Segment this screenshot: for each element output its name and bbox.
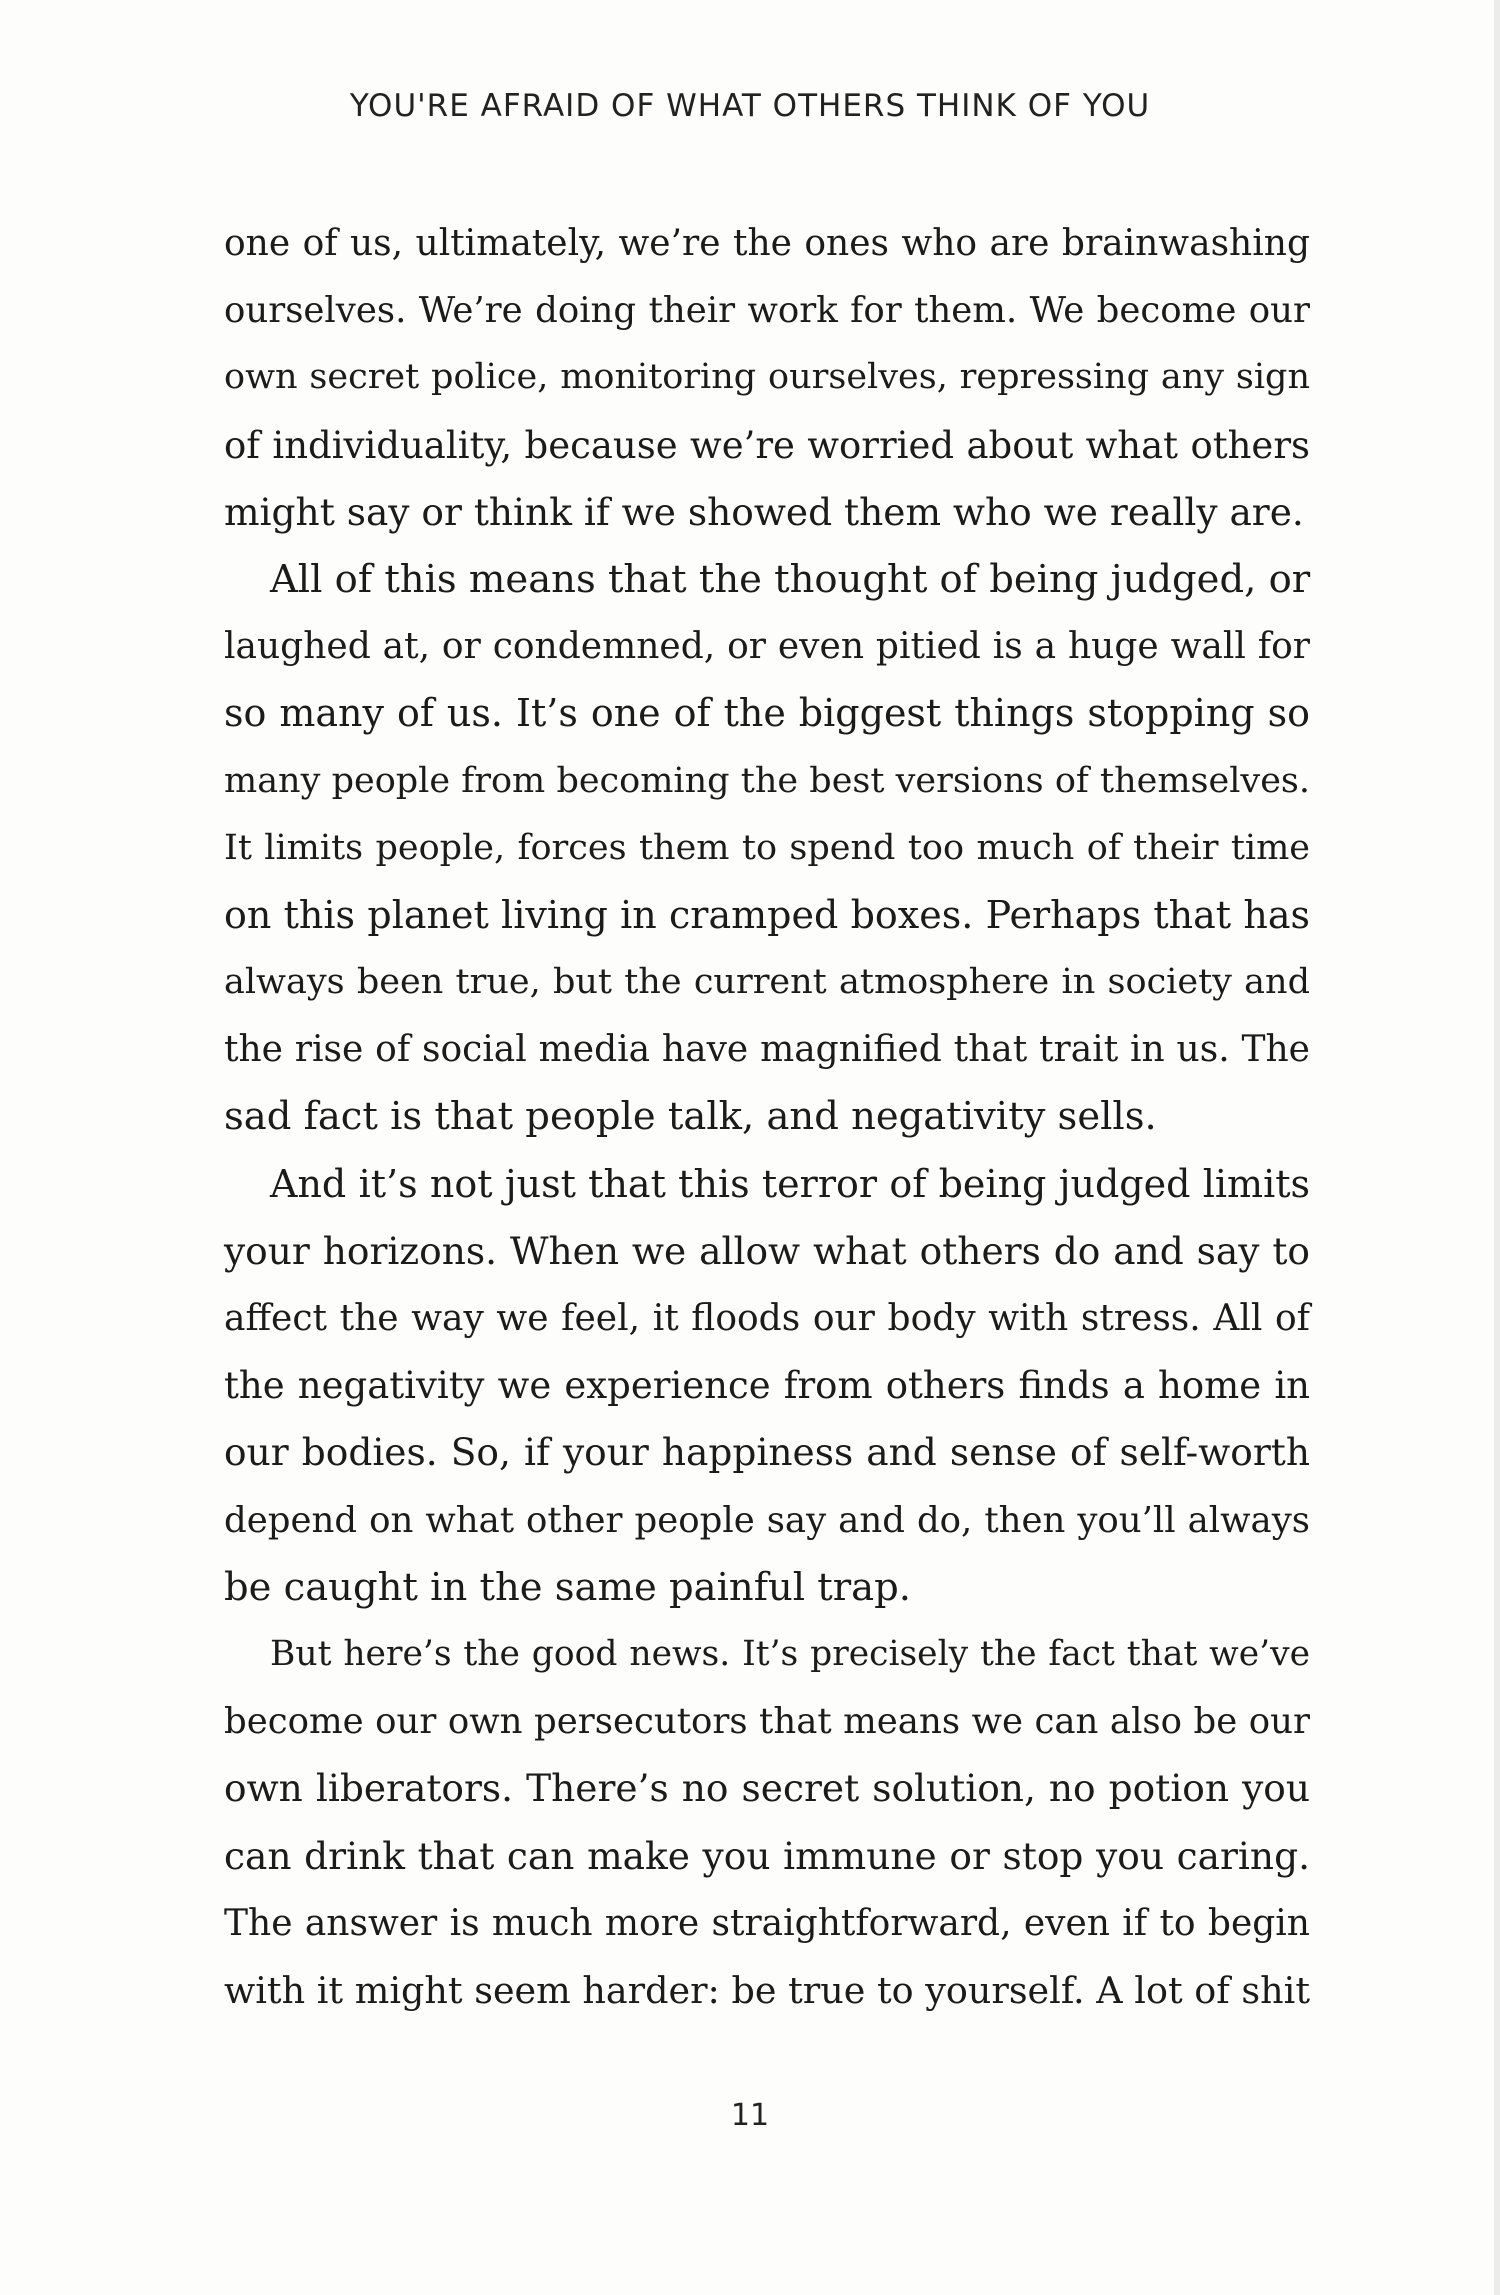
text-line: might say or think if we showed them who we really are. — [224, 489, 1304, 534]
text-line: the rise of social media have magnified that trait in us. The — [224, 1029, 1310, 1071]
paragraph — [224, 546, 1310, 1151]
text-line: But here’s the good news. It’s precisely the fact that we’ve — [270, 1633, 1310, 1674]
text-line: laughed at, or condemned, or even pitied is a huge wall for — [224, 626, 1310, 668]
text-line: the negativity we experience from others finds a home in — [224, 1364, 1310, 1408]
text-line: It limits people, forces them to spend too much of their time — [224, 827, 1310, 868]
text-line: be caught in the same painful trap. — [224, 1564, 912, 1610]
paragraph — [224, 1151, 1310, 1621]
text-line: many people from becoming the best versions of themselves. — [224, 760, 1310, 801]
text-line: one of us, ultimately, we’re the ones who are brainwashing — [224, 223, 1310, 264]
body-text — [224, 210, 1310, 2024]
text-line: affect the way we feel, it floods our body with stress. All of — [224, 1298, 1310, 1339]
text-line: of individuality, because we’re worried about what others — [224, 423, 1310, 467]
paragraph — [224, 1621, 1310, 2024]
text-line: sad fact is that people talk, and negativity sells. — [224, 1094, 1157, 1140]
page-number: 11 — [730, 2098, 770, 2133]
text-line: so many of us. It’s one of the biggest things stopping so — [224, 691, 1310, 736]
text-line: own liberators. There’s no secret solution, no potion you — [224, 1766, 1310, 1811]
text-line: with it might seem harder: be true to yourself. A lot of shit — [224, 1968, 1310, 2012]
running-head: YOU'RE AFRAID OF WHAT OTHERS THINK OF YOU — [349, 88, 1151, 124]
text-line: ourselves. We’re doing their work for them. We become our — [224, 290, 1310, 332]
text-line: become our own persecutors that means we can also be our — [224, 1701, 1310, 1743]
text-line: The answer is much more straightforward, even if to begin — [224, 1902, 1310, 1944]
text-line: can drink that can make you immune or stop you caring. — [224, 1833, 1310, 1878]
text-line: All of this means that the thought of being judged, or — [270, 556, 1311, 602]
text-line: always been true, but the current atmosphere in society and — [224, 962, 1310, 1003]
text-line: own secret police, monitoring ourselves, repressing any sign — [224, 357, 1310, 398]
text-line: And it’s not just that this terror of being judged limits — [270, 1161, 1310, 1206]
paragraph — [224, 210, 1310, 546]
text-line: your horizons. When we allow what others do and say to — [224, 1228, 1310, 1273]
text-line: on this planet living in cramped boxes. Perhaps that has — [224, 892, 1310, 937]
text-line: our bodies. So, if your happiness and sense of self-worth — [224, 1430, 1310, 1475]
scan-edge — [1494, 0, 1500, 2295]
text-line: depend on what other people say and do, then you’ll always — [224, 1499, 1310, 1541]
